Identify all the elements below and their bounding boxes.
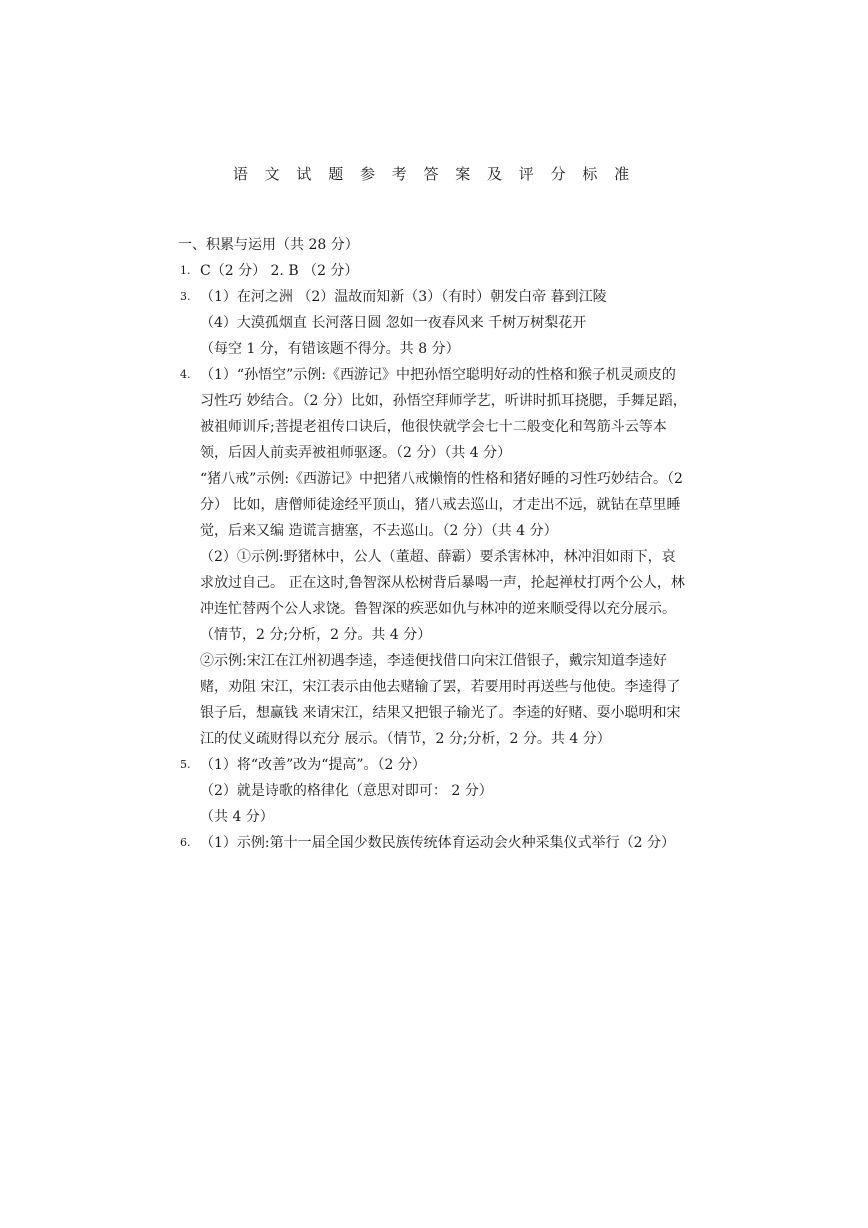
answer-line: （2）就是诗歌的格律化（意思对即可： 2 分） [200,783,493,799]
answer-item-5 [178,752,688,830]
answer-paragraph: （1）“孙悟空”示例:《西游记》中把孙悟空聪明好动的性格和猴子机灵顽皮的习性巧 妙结合。（2 分）比如，孙悟空拜师学艺，听讲时抓耳挠腮，手舞足蹈，被祖师训斥;菩提老祖传口诀后，他很快就学会七十二般变化和驾筋斗云等本领，后因人前卖弄被祖师驱逐。（2 分）（共 4 分） [200,367,687,461]
item-number: 1. [180,264,191,277]
answer-item-6 [178,830,688,856]
answer-paragraph: ②示例:宋江在江州初遇李逵，李逵便找借口向宋江借银子，戴宗知道李逵好赌，劝阻 宋江，宋江表示由他去赌输了罢，若要用时再送些与他使。李逵得了银子后，想赢钱 来请宋江，结果又把银子输光了。李逵的好赌、耍小聪明和宋江的仗义疏财得以充分 展示。（情节，2 分;分析，2 分。共 4 分） [200,653,681,747]
answer-line: （1）在河之洲 （2）温故而知新（3）（有时）朝发白帝 暮到江陵 [200,289,607,305]
answer-item-3 [178,284,688,362]
answer-content [178,232,688,856]
answer-line: （共 4 分） [200,809,274,825]
answer-line: （每空 1 分，有错该题不得分。共 8 分） [200,341,460,357]
answer-paragraph: “猪八戒”示例:《西游记》中把猪八戒懒惰的性格和猪好睡的习性巧妙结合。（2 分） 比如，唐僧师徒途经平顶山，猪八戒去巡山，才走出不远，就钻在草里睡觉，后来又编 造谎言搪塞，不去巡山。（2 分）（共 4 分） [200,471,683,539]
item-number: 3. [180,290,191,303]
item-number: 4. [180,368,191,381]
answer-item-4 [178,362,688,752]
answer-item-1 [178,258,688,284]
item-number: 6. [180,836,191,849]
answer-line: （1）将“改善”改为“提高”。（2 分） [200,757,426,773]
answer-line: C（2 分） 2. B （2 分） [200,263,359,279]
section-heading: 一、积累与运用（共 28 分） [178,237,359,253]
answer-line: （1）示例:第十一届全国少数民族传统体育运动会火种采集仪式举行（2 分） [200,835,675,851]
answer-line: （4）大漠孤烟直 长河落日圆 忽如一夜春风来 千树万树梨花开 [200,315,587,331]
item-number: 5. [180,758,191,771]
document-title: 语 文 试 题 参 考 答 案 及 评 分 标 准 [232,165,636,183]
answer-paragraph: （2）①示例:野猪林中，公人（董超、薛霸）要杀害林冲，林冲泪如雨下，哀求放过自己。 正在这时,鲁智深从松树背后暴喝一声，抡起禅杖打两个公人，林冲连忙替两个公人求饶。鲁智深的疾恶如仇与林冲的逆来顺受得以充分展示。（情节，2 分;分析，2 分。共 4 分） [200,549,685,643]
